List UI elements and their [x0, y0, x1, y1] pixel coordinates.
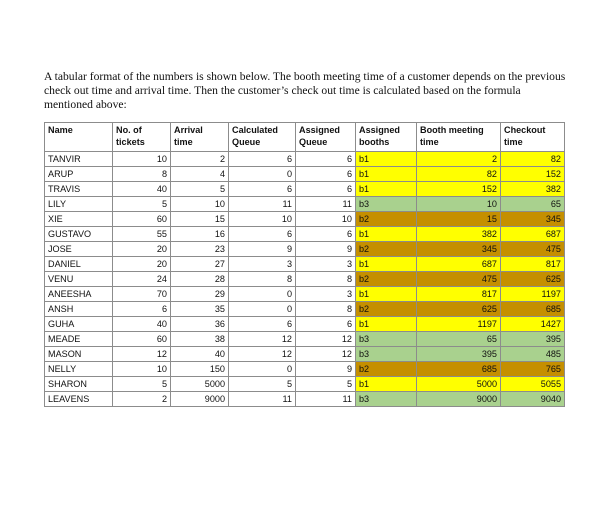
cell-no-of-tickets: 40 — [113, 182, 171, 197]
cell-name: TRAVIS — [45, 182, 113, 197]
cell-no-of-tickets: 24 — [113, 272, 171, 287]
cell-name: ANEESHA — [45, 287, 113, 302]
cell-assigned-booths: b2 — [356, 362, 417, 377]
cell-assigned-queue: 3 — [296, 287, 356, 302]
cell-booth-meeting-time: 687 — [417, 257, 501, 272]
cell-checkout-time: 65 — [501, 197, 565, 212]
table-row — [45, 257, 565, 272]
cell-checkout-time: 817 — [501, 257, 565, 272]
cell-assigned-booths: b1 — [356, 182, 417, 197]
cell-booth-meeting-time: 345 — [417, 242, 501, 257]
cell-no-of-tickets: 60 — [113, 332, 171, 347]
column-header-text: Queue — [299, 137, 328, 147]
cell-assigned-booths: b3 — [356, 197, 417, 212]
cell-no-of-tickets: 5 — [113, 197, 171, 212]
cell-no-of-tickets: 2 — [113, 392, 171, 407]
column-header-calculated-queue — [229, 123, 296, 152]
cell-assigned-booths: b1 — [356, 377, 417, 392]
cell-calculated-queue: 11 — [229, 392, 296, 407]
cell-checkout-time: 485 — [501, 347, 565, 362]
cell-assigned-booths: b3 — [356, 347, 417, 362]
cell-checkout-time: 625 — [501, 272, 565, 287]
cell-name: VENU — [45, 272, 113, 287]
table-row — [45, 242, 565, 257]
table-row — [45, 347, 565, 362]
cell-arrival-time: 5000 — [171, 377, 229, 392]
cell-booth-meeting-time: 625 — [417, 302, 501, 317]
cell-arrival-time: 28 — [171, 272, 229, 287]
intro-paragraph: A tabular format of the numbers is shown below. The booth meeting time of a customer depends on the previous check out time and arrival time. Then the customer’s check out time is calculated based on the formula mentioned above: — [44, 70, 566, 111]
column-header-text: Assigned — [359, 125, 400, 135]
column-header-booth-meeting-time — [417, 123, 501, 152]
cell-assigned-booths: b1 — [356, 152, 417, 167]
cell-calculated-queue: 12 — [229, 332, 296, 347]
cell-checkout-time: 687 — [501, 227, 565, 242]
cell-assigned-queue: 9 — [296, 362, 356, 377]
table-row — [45, 197, 565, 212]
cell-calculated-queue: 0 — [229, 167, 296, 182]
cell-checkout-time: 1427 — [501, 317, 565, 332]
cell-booth-meeting-time: 382 — [417, 227, 501, 242]
cell-assigned-queue: 10 — [296, 212, 356, 227]
cell-name: TANVIR — [45, 152, 113, 167]
table-row — [45, 272, 565, 287]
column-header-text: time — [420, 137, 439, 147]
cell-arrival-time: 16 — [171, 227, 229, 242]
cell-no-of-tickets: 10 — [113, 152, 171, 167]
cell-calculated-queue: 8 — [229, 272, 296, 287]
cell-no-of-tickets: 6 — [113, 302, 171, 317]
cell-calculated-queue: 5 — [229, 377, 296, 392]
cell-name: XIE — [45, 212, 113, 227]
cell-assigned-queue: 6 — [296, 317, 356, 332]
table-row — [45, 317, 565, 332]
cell-name: SHARON — [45, 377, 113, 392]
cell-assigned-booths: b2 — [356, 302, 417, 317]
cell-assigned-queue: 12 — [296, 347, 356, 362]
cell-no-of-tickets: 8 — [113, 167, 171, 182]
cell-no-of-tickets: 5 — [113, 377, 171, 392]
cell-name: ARUP — [45, 167, 113, 182]
table-row — [45, 362, 565, 377]
cell-calculated-queue: 9 — [229, 242, 296, 257]
cell-name: NELLY — [45, 362, 113, 377]
cell-assigned-booths: b2 — [356, 242, 417, 257]
column-header-text: Checkout — [504, 125, 546, 135]
cell-checkout-time: 475 — [501, 242, 565, 257]
column-header-text: Booth meeting — [420, 125, 484, 135]
column-header-assigned-booths — [356, 123, 417, 152]
cell-booth-meeting-time: 82 — [417, 167, 501, 182]
cell-arrival-time: 35 — [171, 302, 229, 317]
cell-booth-meeting-time: 152 — [417, 182, 501, 197]
cell-calculated-queue: 6 — [229, 152, 296, 167]
cell-no-of-tickets: 12 — [113, 347, 171, 362]
cell-checkout-time: 9040 — [501, 392, 565, 407]
cell-name: LILY — [45, 197, 113, 212]
column-header-text: Assigned — [299, 125, 340, 135]
cell-no-of-tickets: 20 — [113, 242, 171, 257]
cell-no-of-tickets: 20 — [113, 257, 171, 272]
cell-name: JOSE — [45, 242, 113, 257]
cell-assigned-queue: 8 — [296, 272, 356, 287]
cell-assigned-queue: 12 — [296, 332, 356, 347]
cell-name: DANIEL — [45, 257, 113, 272]
cell-calculated-queue: 12 — [229, 347, 296, 362]
cell-booth-meeting-time: 15 — [417, 212, 501, 227]
table-row — [45, 167, 565, 182]
cell-arrival-time: 40 — [171, 347, 229, 362]
cell-assigned-booths: b2 — [356, 272, 417, 287]
table-row — [45, 377, 565, 392]
cell-no-of-tickets: 10 — [113, 362, 171, 377]
column-header-text: booths — [359, 137, 390, 147]
cell-arrival-time: 5 — [171, 182, 229, 197]
cell-assigned-booths: b3 — [356, 392, 417, 407]
cell-assigned-queue: 3 — [296, 257, 356, 272]
column-header-arrival-time — [171, 123, 229, 152]
column-header-text: tickets — [116, 137, 145, 147]
cell-arrival-time: 2 — [171, 152, 229, 167]
cell-booth-meeting-time: 475 — [417, 272, 501, 287]
column-header-text: time — [174, 137, 193, 147]
cell-checkout-time: 5055 — [501, 377, 565, 392]
cell-arrival-time: 150 — [171, 362, 229, 377]
column-header-no-of-tickets — [113, 123, 171, 152]
cell-calculated-queue: 0 — [229, 362, 296, 377]
cell-booth-meeting-time: 65 — [417, 332, 501, 347]
cell-assigned-booths: b1 — [356, 167, 417, 182]
cell-booth-meeting-time: 685 — [417, 362, 501, 377]
cell-name: LEAVENS — [45, 392, 113, 407]
cell-arrival-time: 4 — [171, 167, 229, 182]
cell-checkout-time: 395 — [501, 332, 565, 347]
cell-checkout-time: 765 — [501, 362, 565, 377]
cell-arrival-time: 27 — [171, 257, 229, 272]
cell-booth-meeting-time: 1197 — [417, 317, 501, 332]
cell-checkout-time: 152 — [501, 167, 565, 182]
cell-calculated-queue: 10 — [229, 212, 296, 227]
table-row — [45, 392, 565, 407]
cell-arrival-time: 36 — [171, 317, 229, 332]
cell-calculated-queue: 11 — [229, 197, 296, 212]
column-header-name — [45, 123, 113, 152]
cell-arrival-time: 15 — [171, 212, 229, 227]
cell-assigned-booths: b2 — [356, 212, 417, 227]
cell-name: GUHA — [45, 317, 113, 332]
cell-arrival-time: 9000 — [171, 392, 229, 407]
table-row — [45, 152, 565, 167]
cell-assigned-queue: 6 — [296, 152, 356, 167]
column-header-assigned-queue — [296, 123, 356, 152]
cell-booth-meeting-time: 817 — [417, 287, 501, 302]
cell-assigned-queue: 11 — [296, 392, 356, 407]
cell-assigned-queue: 6 — [296, 167, 356, 182]
cell-assigned-booths: b1 — [356, 257, 417, 272]
cell-assigned-booths: b3 — [356, 332, 417, 347]
booth-schedule-table — [44, 122, 565, 407]
cell-name: MEADE — [45, 332, 113, 347]
cell-name: GUSTAVO — [45, 227, 113, 242]
cell-assigned-queue: 6 — [296, 227, 356, 242]
cell-assigned-booths: b1 — [356, 317, 417, 332]
column-header-text: time — [504, 137, 523, 147]
cell-calculated-queue: 3 — [229, 257, 296, 272]
cell-booth-meeting-time: 5000 — [417, 377, 501, 392]
table-header-row — [45, 123, 565, 152]
column-header-text: Queue — [232, 137, 261, 147]
cell-calculated-queue: 6 — [229, 182, 296, 197]
cell-calculated-queue: 6 — [229, 317, 296, 332]
table-row — [45, 287, 565, 302]
column-header-text: Name — [48, 125, 73, 135]
cell-assigned-queue: 8 — [296, 302, 356, 317]
table-row — [45, 212, 565, 227]
cell-assigned-queue: 6 — [296, 182, 356, 197]
cell-assigned-queue: 5 — [296, 377, 356, 392]
cell-no-of-tickets: 55 — [113, 227, 171, 242]
table-row — [45, 302, 565, 317]
cell-no-of-tickets: 40 — [113, 317, 171, 332]
table-row — [45, 332, 565, 347]
cell-checkout-time: 1197 — [501, 287, 565, 302]
column-header-text: No. of — [116, 125, 142, 135]
cell-checkout-time: 685 — [501, 302, 565, 317]
cell-assigned-queue: 9 — [296, 242, 356, 257]
table-body — [45, 152, 565, 407]
cell-arrival-time: 29 — [171, 287, 229, 302]
cell-arrival-time: 23 — [171, 242, 229, 257]
cell-assigned-booths: b1 — [356, 287, 417, 302]
cell-assigned-booths: b1 — [356, 227, 417, 242]
cell-checkout-time: 382 — [501, 182, 565, 197]
cell-calculated-queue: 0 — [229, 302, 296, 317]
cell-checkout-time: 345 — [501, 212, 565, 227]
cell-calculated-queue: 6 — [229, 227, 296, 242]
cell-booth-meeting-time: 395 — [417, 347, 501, 362]
cell-name: MASON — [45, 347, 113, 362]
table-row — [45, 227, 565, 242]
cell-booth-meeting-time: 10 — [417, 197, 501, 212]
table-row — [45, 182, 565, 197]
cell-arrival-time: 10 — [171, 197, 229, 212]
column-header-text: Arrival — [174, 125, 203, 135]
cell-booth-meeting-time: 2 — [417, 152, 501, 167]
cell-no-of-tickets: 60 — [113, 212, 171, 227]
column-header-text: Calculated — [232, 125, 278, 135]
cell-assigned-queue: 11 — [296, 197, 356, 212]
cell-calculated-queue: 0 — [229, 287, 296, 302]
cell-no-of-tickets: 70 — [113, 287, 171, 302]
cell-booth-meeting-time: 9000 — [417, 392, 501, 407]
cell-name: ANSH — [45, 302, 113, 317]
column-header-checkout-time — [501, 123, 565, 152]
cell-checkout-time: 82 — [501, 152, 565, 167]
cell-arrival-time: 38 — [171, 332, 229, 347]
